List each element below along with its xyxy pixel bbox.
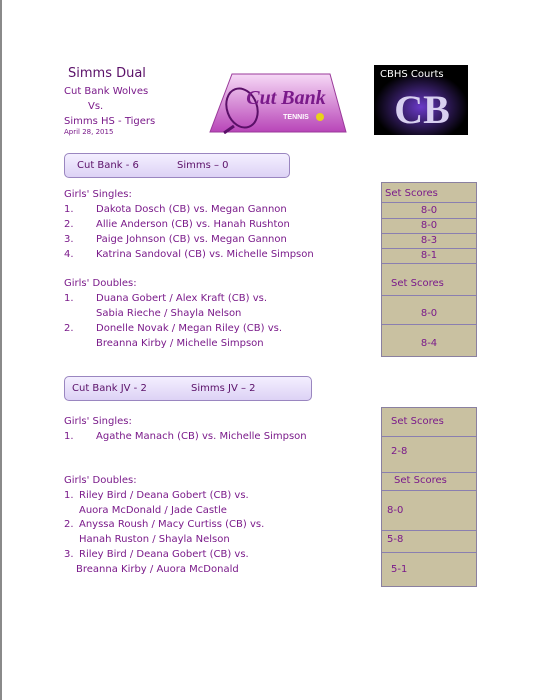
row-number: 4. [64, 249, 74, 260]
match-text: Katrina Sandoval (CB) vs. Michelle Simpson [96, 249, 314, 260]
varsity-set-scores-column [381, 182, 477, 357]
cb-monogram: CB [394, 87, 450, 132]
row-number: 1. [64, 204, 74, 215]
match-date: April 28, 2015 [64, 128, 114, 136]
cell-divider [382, 248, 476, 249]
home-team: Cut Bank Wolves [64, 86, 149, 97]
cell-divider [382, 202, 476, 203]
row-number: 1. [64, 293, 74, 304]
set-score: 5-8 [387, 534, 404, 545]
set-score: 2-8 [391, 446, 408, 457]
cell-divider [382, 263, 476, 264]
cell-divider [382, 295, 476, 296]
tennis-logo-text: Cut Bank [246, 87, 326, 109]
row-number: 2. [64, 219, 74, 230]
cell-divider [382, 218, 476, 219]
cell-divider [382, 436, 476, 437]
match-text: Riley Bird / Deana Gobert (CB) vs. [79, 549, 249, 560]
match-text: Breanna Kirby / Auora McDonald [76, 564, 239, 575]
jv-home-score: Cut Bank JV - 2 [72, 383, 147, 394]
set-score: 8-0 [387, 505, 404, 516]
varsity-doubles-heading: Girls' Doubles: [64, 278, 137, 289]
match-text: Breanna Kirby / Michelle Simpson [96, 338, 264, 349]
row-number: 3. [64, 234, 74, 245]
row-number: 2. [64, 519, 74, 530]
set-scores-heading: Set Scores [394, 475, 447, 486]
match-text: Anyssa Roush / Macy Curtiss (CB) vs. [79, 519, 265, 530]
tennis-logo-sub: TENNIS [283, 114, 309, 121]
set-score: 8-1 [420, 250, 438, 261]
jv-singles-heading: Girls' Singles: [64, 416, 132, 427]
match-text: Dakota Dosch (CB) vs. Megan Gannon [96, 204, 287, 215]
match-text: Hanah Ruston / Shayla Nelson [79, 534, 230, 545]
match-text: Duana Gobert / Alex Kraft (CB) vs. [96, 293, 268, 304]
row-number: 1. [64, 490, 74, 501]
set-score: 5-1 [391, 564, 408, 575]
cell-divider [382, 472, 476, 473]
away-team: Simms HS - Tigers [64, 116, 156, 127]
row-number: 2. [64, 323, 74, 334]
set-score: 8-3 [420, 235, 438, 246]
set-scores-heading: Set Scores [391, 416, 444, 427]
cell-divider [382, 324, 476, 325]
match-text: Agathe Manach (CB) vs. Michelle Simpson [96, 431, 307, 442]
varsity-away-score: Simms – 0 [177, 160, 229, 171]
match-text: Paige Johnson (CB) vs. Megan Gannon [96, 234, 287, 245]
cbhs-courts-label: CBHS Courts [380, 69, 444, 80]
match-text: Donelle Novak / Megan Riley (CB) vs. [96, 323, 283, 334]
match-text: Allie Anderson (CB) vs. Hanah Rushton [96, 219, 290, 230]
match-text: Sabia Rieche / Shayla Nelson [96, 308, 242, 319]
match-text: Auora McDonald / Jade Castle [79, 505, 227, 516]
row-number: 3. [64, 549, 74, 560]
cell-divider [382, 530, 476, 531]
set-score: 8-4 [420, 338, 438, 349]
set-scores-heading: Set Scores [385, 188, 438, 199]
event-title: Simms Dual [68, 66, 146, 81]
cell-divider [382, 490, 476, 491]
set-score: 8-0 [420, 308, 438, 319]
row-number: 1. [64, 431, 74, 442]
jv-doubles-heading: Girls' Doubles: [64, 475, 137, 486]
varsity-singles-heading: Girls' Singles: [64, 189, 132, 200]
set-score: 8-0 [420, 220, 438, 231]
set-scores-heading: Set Scores [391, 278, 444, 289]
cell-divider [382, 552, 476, 553]
cbhs-courts-logo [374, 65, 468, 135]
jv-score-banner [64, 376, 312, 401]
varsity-score-banner [64, 153, 290, 178]
page-left-border [0, 0, 2, 700]
jv-set-scores-column [381, 407, 477, 587]
jv-away-score: Simms JV – 2 [191, 383, 256, 394]
varsity-home-score: Cut Bank - 6 [77, 160, 139, 171]
cell-divider [382, 233, 476, 234]
match-text: Riley Bird / Deana Gobert (CB) vs. [79, 490, 249, 501]
cut-bank-tennis-logo [208, 70, 348, 134]
versus-text: Vs. [88, 101, 104, 112]
set-score: 8-0 [420, 205, 438, 216]
